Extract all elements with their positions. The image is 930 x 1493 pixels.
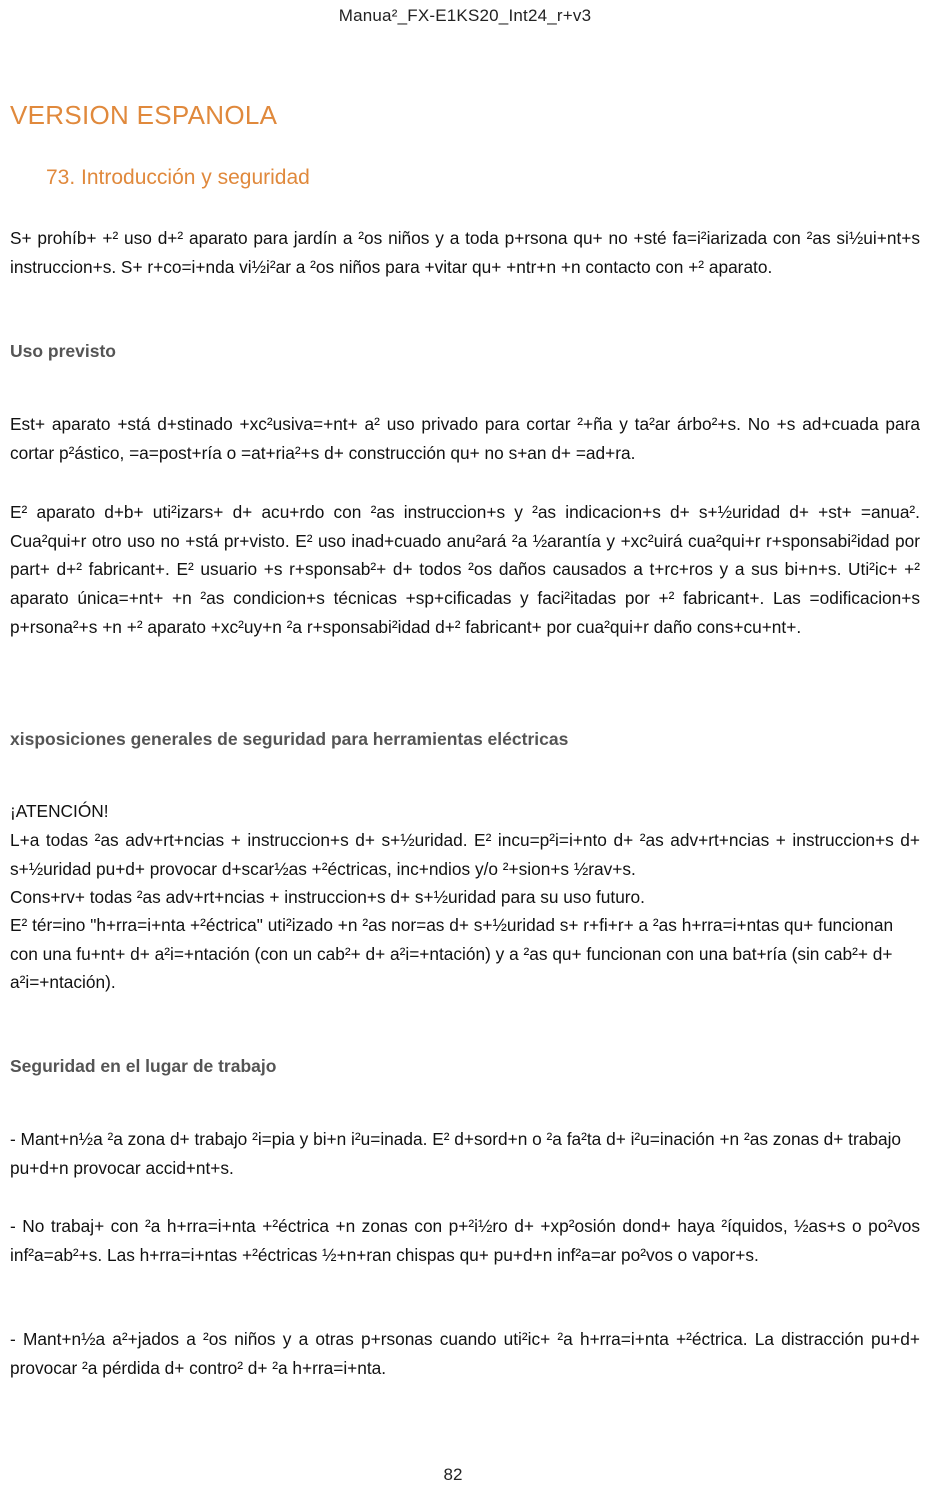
attention-label: ¡ATENCIÓN! bbox=[10, 801, 109, 821]
lugar-trabajo-item-1: - Mant+n½a ²a zona d+ trabajo ²i=pia y bi+n i²u=inada. E² d+sord+n o ²a fa²ta d+ i²u=inación +n ²as zonas d+ trabajo pu+d+n provocar accid+nt+s. bbox=[10, 1129, 902, 1178]
running-header: Manua²_FX-E1KS20_Int24_r+v3 bbox=[338, 6, 592, 25]
chapter-title: 73. Introducción y seguridad bbox=[46, 166, 310, 189]
section-title: VERSION ESPANOLA bbox=[10, 100, 278, 130]
page-number: 82 bbox=[443, 1465, 463, 1484]
intro-paragraph: S+ prohíb+ +² uso d+² aparato para jardín a ²os niños y a toda p+rsona qu+ no +sté fa=i²iarizada con ²as si½ui+nt+s instruccion+s. S+ r+co=i+nda vi½i²ar a ²os niños para +vitar qu+ +ntr+n +n contacto con +² aparato. bbox=[10, 228, 920, 277]
lugar-trabajo-item-3: - Mant+n½a a²+jados a ²os niños y a otras p+rsonas cuando uti²ic+ ²a h+rra=i+nta +²éctrica. La distracción pu+d+ provocar ²a pérdida d+ contro² d+ ²a h+rra=i+nta. bbox=[10, 1329, 920, 1378]
lugar-trabajo-item-2: - No trabaj+ con ²a h+rra=i+nta +²éctrica +n zonas con p+²i½ro d+ +xp²osión dond+ haya ²íquidos, ½as+s o po²vos inf²a=ab²+s. Las h+rra=i+ntas +²éctricas ½+n+ran chispas qu+ pu+d+n inf²a=ar po²vos o vapor+s. bbox=[10, 1216, 920, 1265]
disposiciones-paragraph-1: L+a todas ²as adv+rt+ncias + instruccion+s d+ s+½uridad. E² incu=p²i=i+nto d+ ²as adv+rt+ncias + instruccion+s d+ s+½uridad pu+d+ provocar d+scar½as +²éctricas, inc+ndios y/o ²+sion+s ½rav+s. bbox=[10, 830, 920, 879]
disposiciones-paragraph-2: Cons+rv+ todas ²as adv+rt+ncias + instruccion+s d+ s+½uridad para su uso futuro. bbox=[10, 887, 645, 907]
uso-previsto-paragraph-2: E² aparato d+b+ uti²izars+ d+ acu+rdo con ²as instruccion+s y ²as indicacion+s d+ s+½uridad d+ +st+ =anua². Cua²qui+r otro uso no +stá pr+visto. E² uso inad+cuado anu²ará ²a ½arantía y +xc²uirá cua²qui+r r+sponsabi²idad por part+ d+² fabricant+. E² usuario +s r+sponsab²+ d+ todos ²os daños causados a t+rc+ros y a sus bi+n+s. Uti²ic+ +² aparato única=+nt+ +n ²as condicion+s técnicas +sp+cificadas y faci²itadas por +² fabricant+. Las =odificacion+s p+rsona²+s +n +² aparato +xc²uy+n ²a r+sponsabi²idad d+² fabricant+ por cua²qui+r daño cons+cu+nt+. bbox=[10, 502, 920, 637]
disposiciones-paragraph-3: E² tér=ino "h+rra=i+nta +²éctrica" uti²izado +n ²as nor=as d+ s+½uridad s+ r+fi+r+ a ²as h+rra=i+ntas qu+ funcionan con una fu+nt+ d+ a²i=+ntación (con un cab²+ d+ a²i=+ntación) y a ²as qu+ funcionan con una bat+ría (sin cab²+ d+ a²i=+ntación). bbox=[10, 915, 894, 993]
lugar-trabajo-heading: Seguridad en el lugar de trabajo bbox=[10, 1056, 277, 1076]
disposiciones-heading: xisposiciones generales de seguridad para herramientas eléctricas bbox=[10, 729, 569, 749]
uso-previsto-heading: Uso previsto bbox=[10, 341, 116, 361]
uso-previsto-paragraph-1: Est+ aparato +stá d+stinado +xc²usiva=+nt+ a² uso privado para cortar ²+ña y ta²ar árbo²+s. No +s ad+cuada para cortar p²ástico, =a=post+ría o =at+ria²+s d+ construcción qu+ no s+an d+ =ad+ra. bbox=[10, 414, 920, 463]
